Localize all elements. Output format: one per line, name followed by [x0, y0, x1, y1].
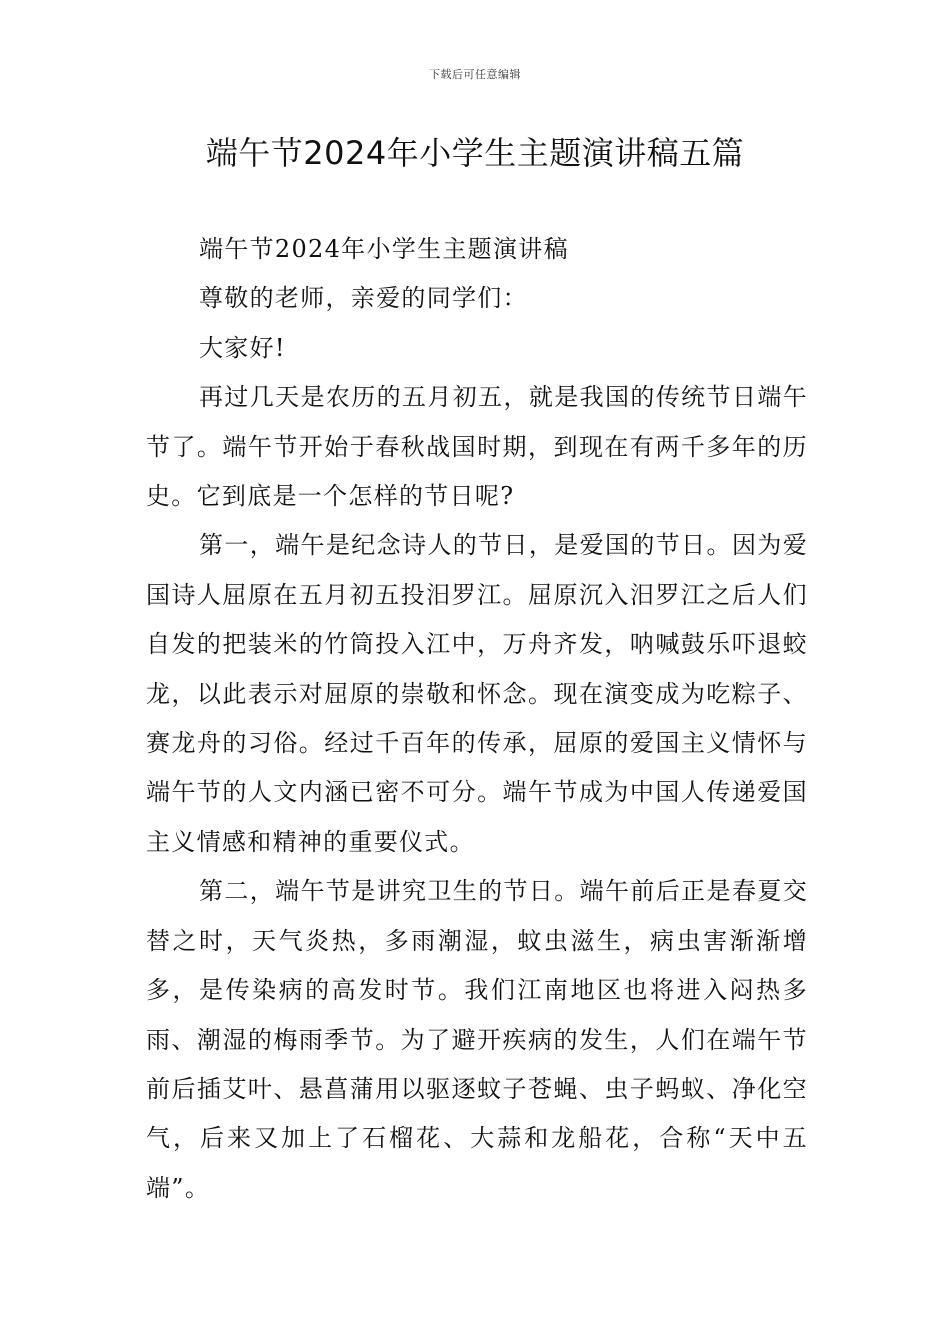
greeting-paragraph: 大家好! [199, 333, 286, 362]
page-title: 端午节2024年小学生主题演讲稿五篇 [205, 134, 745, 172]
intro-paragraph: 再过几天是农历的五月初五，就是我国的传统节日端午节了。端午节开始于春秋战国时期，到现在有两千多年的历史。它到底是一个怎样的节日呢? [146, 383, 808, 511]
body-text [146, 225, 808, 1213]
salutation-paragraph: 尊敬的老师，亲爱的同学们： [199, 284, 528, 313]
body-paragraph-first: 第一，端午是纪念诗人的节日，是爱国的节日。因为爱国诗人屈原在五月初五投汨罗江。屈原沉入汨罗江之后人们自发的把装米的竹筒投入江中，万舟齐发，呐喊鼓乐吓退蛟龙，以此表示对屈原的崇敬和怀念。现在演变成为吃粽子、赛龙舟的习俗。经过千百年的传承，屈原的爱国主义情怀与端午节的人文内涵已密不可分。端午节成为中国人传递爱国主义情感和精神的重要仪式。 [146, 531, 808, 856]
body-paragraph-second: 第二，端午节是讲究卫生的节日。端午前后正是春夏交替之时，天气炎热，多雨潮湿，蚊虫滋生，病虫害渐渐增多，是传染病的高发时节。我们江南地区也将进入闷热多雨、潮湿的梅雨季节。为了避开疾病的发生，人们在端午节前后插艾叶、悬菖蒲用以驱逐蚊子苍蝇、虫子蚂蚁、净化空气，后来又加上了石榴花、大蒜和龙船花，合称“天中五端”。 [146, 877, 808, 1202]
header-note: 下载后可任意编辑 [429, 68, 521, 81]
subtitle-paragraph: 端午节2024年小学生主题演讲稿 [199, 235, 569, 263]
